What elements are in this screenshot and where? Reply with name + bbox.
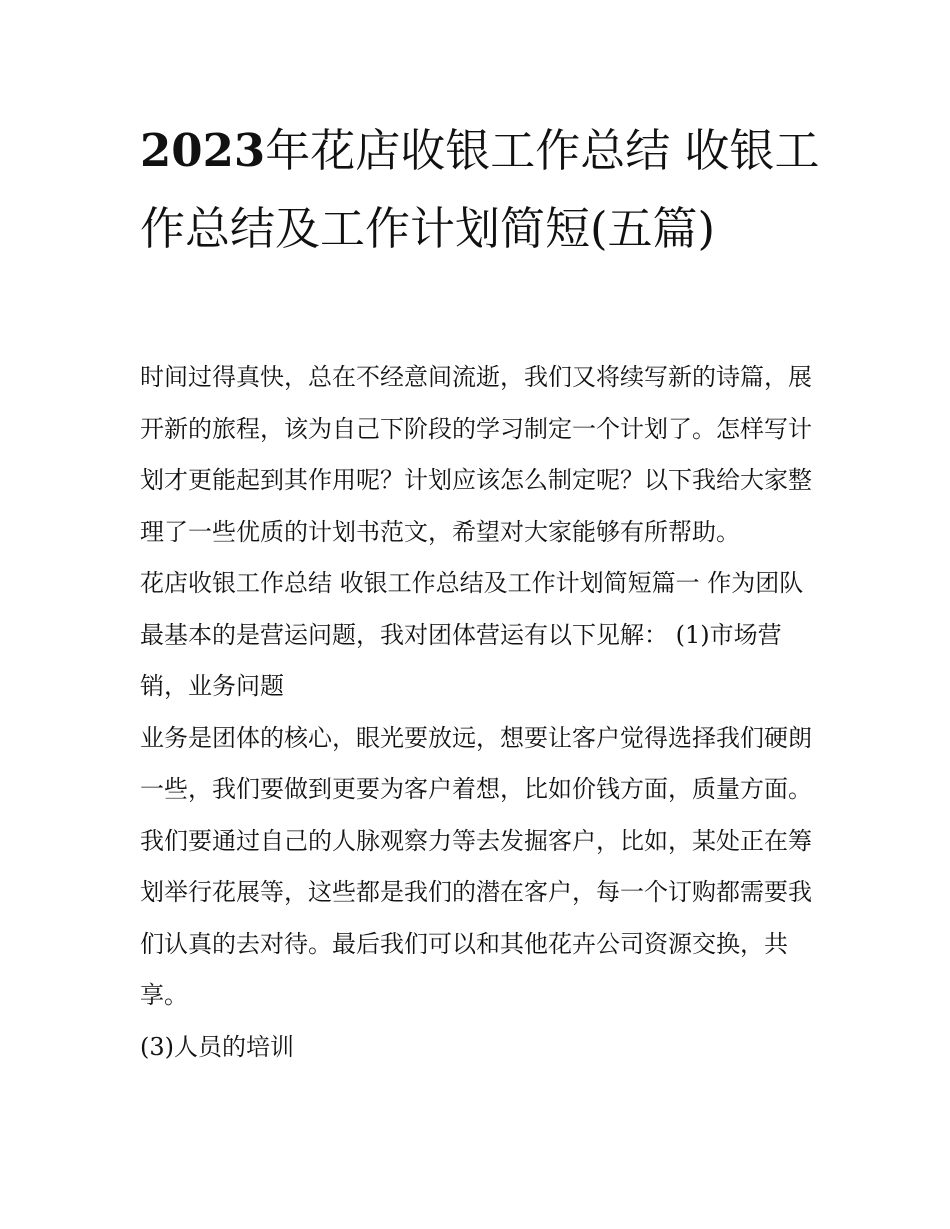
paragraph-training-heading: (3)人员的培训 bbox=[140, 1032, 294, 1061]
document-title bbox=[140, 112, 820, 268]
document-body bbox=[140, 352, 816, 1073]
paragraph-business: 业务是团体的核心，眼光要放远，想要让客户觉得选择我们硬朗一些，我们要做到更要为客户着想，比如价钱方面，质量方面。我们要通过自己的人脉观察力等去发掘客户，比如，某处正在筹划举行花展等，这些都是我们的潜在客户，每一个订购都需要我们认真的去对待。最后我们可以和其他花卉公司资源交换，共享。 bbox=[140, 723, 812, 1009]
paragraph-intro: 时间过得真快，总在不经意间流逝，我们又将续写新的诗篇，展开新的旅程，该为自己下阶段的学习制定一个计划了。怎样写计划才更能起到其作用呢？计划应该怎么制定呢？以下我给大家整理了一些优质的计划书范文，希望对大家能够有所帮助。 bbox=[140, 363, 812, 546]
title-text: 年花店收银工作总结 收银工作总结及工作计划简短(五篇) bbox=[140, 124, 820, 255]
title-year: 2023 bbox=[140, 124, 266, 177]
paragraph-section-one: 花店收银工作总结 收银工作总结及工作计划简短篇一 作为团队最基本的是营运问题，我对团体营运有以下见解： (1)市场营销，业务问题 bbox=[140, 569, 804, 700]
